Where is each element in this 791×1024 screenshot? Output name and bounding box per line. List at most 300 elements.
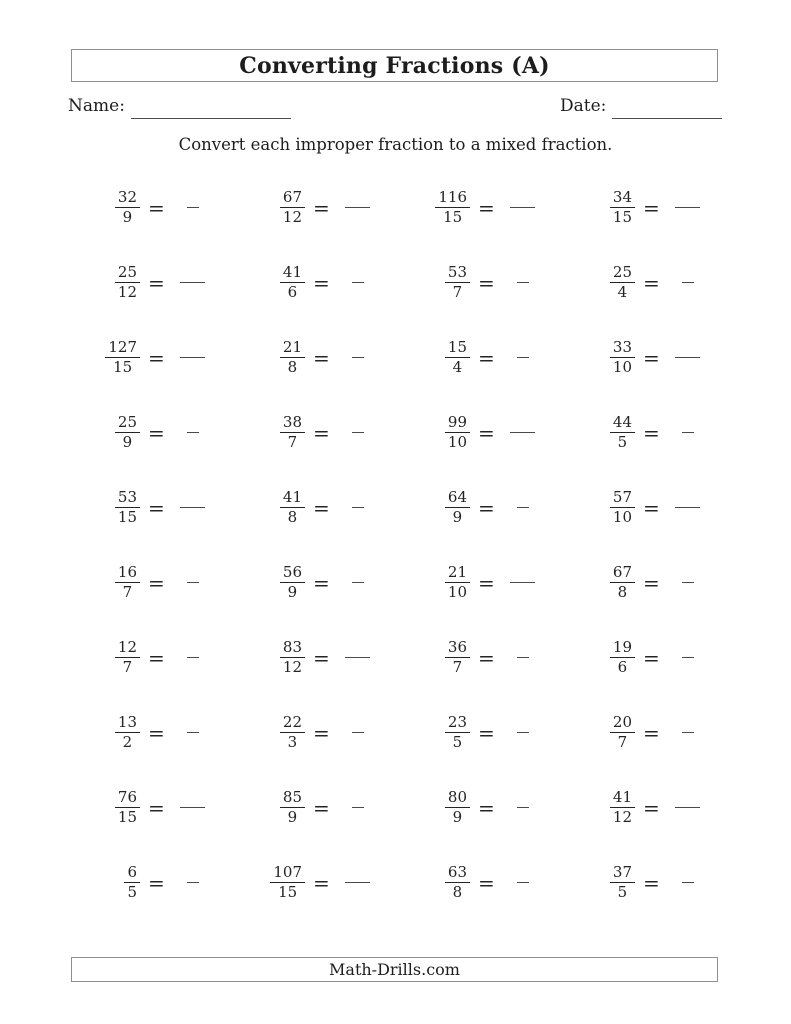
- improper-fraction: [445, 639, 470, 676]
- equals-sign: =: [478, 195, 495, 220]
- answer-blank-line: [682, 732, 694, 733]
- name-field-group: [68, 95, 291, 119]
- problem: [580, 695, 745, 770]
- fraction-denominator: 9: [122, 208, 133, 226]
- problem: [415, 770, 580, 845]
- fraction-numerator: 99: [445, 414, 470, 433]
- equals-sign: =: [313, 345, 330, 370]
- fraction-slot: [85, 189, 140, 226]
- problem: [415, 320, 580, 395]
- fraction-denominator: 15: [443, 208, 463, 226]
- problems-grid: [85, 170, 745, 920]
- improper-fraction: [610, 189, 635, 226]
- answer-blank-slot: [669, 732, 707, 733]
- fraction-slot: [85, 264, 140, 301]
- fraction-numerator: 12: [115, 639, 140, 658]
- equals-sign: =: [148, 420, 165, 445]
- fraction-slot: [580, 189, 635, 226]
- problem: [85, 245, 250, 320]
- fraction-denominator: 4: [452, 358, 463, 376]
- improper-fraction: [115, 189, 140, 226]
- fraction-numerator: 25: [115, 414, 140, 433]
- answer-blank-line: [675, 357, 700, 358]
- answer-blank-slot: [504, 882, 542, 883]
- improper-fraction: [115, 639, 140, 676]
- improper-fraction: [105, 339, 140, 376]
- fraction-slot: [85, 564, 140, 601]
- answer-blank-line: [352, 732, 364, 733]
- fraction-denominator: 9: [122, 433, 133, 451]
- fraction-slot: [580, 264, 635, 301]
- answer-blank-slot: [339, 732, 377, 733]
- problem: [415, 470, 580, 545]
- fraction-denominator: 4: [617, 283, 628, 301]
- answer-blank-slot: [339, 357, 377, 358]
- equals-sign: =: [643, 195, 660, 220]
- answer-blank-line: [345, 657, 370, 658]
- fraction-slot: [580, 639, 635, 676]
- fraction-slot: [415, 339, 470, 376]
- problem: [250, 545, 415, 620]
- equals-sign: =: [643, 345, 660, 370]
- equals-sign: =: [313, 870, 330, 895]
- improper-fraction: [610, 789, 635, 826]
- answer-blank-slot: [504, 582, 542, 583]
- problem: [85, 545, 250, 620]
- improper-fraction: [445, 264, 470, 301]
- answer-blank-slot: [669, 282, 707, 283]
- problem: [415, 245, 580, 320]
- answer-blank-line: [675, 807, 700, 808]
- fraction-denominator: 2: [122, 733, 133, 751]
- problem: [85, 170, 250, 245]
- problem: [415, 395, 580, 470]
- equals-sign: =: [643, 645, 660, 670]
- improper-fraction: [280, 489, 305, 526]
- fraction-numerator: 116: [435, 189, 470, 208]
- footer-box: [71, 957, 718, 982]
- improper-fraction: [610, 489, 635, 526]
- equals-sign: =: [148, 570, 165, 595]
- answer-blank-slot: [669, 207, 707, 208]
- fraction-denominator: 12: [282, 658, 302, 676]
- fraction-numerator: 41: [280, 264, 305, 283]
- fraction-numerator: 53: [445, 264, 470, 283]
- fraction-denominator: 7: [122, 583, 133, 601]
- fraction-slot: [250, 639, 305, 676]
- fraction-numerator: 33: [610, 339, 635, 358]
- fraction-denominator: 12: [117, 283, 137, 301]
- answer-blank-line: [180, 507, 205, 508]
- fraction-numerator: 37: [610, 864, 635, 883]
- fraction-numerator: 56: [280, 564, 305, 583]
- fraction-slot: [250, 864, 305, 901]
- date-label: Date:: [560, 96, 607, 116]
- fraction-denominator: 10: [447, 433, 467, 451]
- answer-blank-line: [352, 507, 364, 508]
- fraction-denominator: 7: [452, 658, 463, 676]
- fraction-denominator: 9: [452, 508, 463, 526]
- fraction-denominator: 5: [127, 883, 137, 901]
- answer-blank-slot: [339, 432, 377, 433]
- improper-fraction: [115, 414, 140, 451]
- improper-fraction: [435, 189, 470, 226]
- problem: [580, 170, 745, 245]
- equals-sign: =: [313, 195, 330, 220]
- problem: [580, 845, 745, 920]
- fraction-denominator: 15: [278, 883, 298, 901]
- problem: [415, 695, 580, 770]
- fraction-numerator: 83: [280, 639, 305, 658]
- problem: [580, 320, 745, 395]
- equals-sign: =: [148, 870, 165, 895]
- fraction-slot: [250, 264, 305, 301]
- improper-fraction: [124, 864, 140, 901]
- fraction-denominator: 9: [452, 808, 463, 826]
- equals-sign: =: [148, 645, 165, 670]
- improper-fraction: [280, 189, 305, 226]
- fraction-denominator: 7: [287, 433, 298, 451]
- improper-fraction: [280, 339, 305, 376]
- equals-sign: =: [643, 795, 660, 820]
- fraction-denominator: 7: [452, 283, 463, 301]
- answer-blank-slot: [174, 282, 212, 283]
- fraction-slot: [580, 414, 635, 451]
- fraction-denominator: 8: [287, 358, 298, 376]
- answer-blank-slot: [174, 432, 212, 433]
- equals-sign: =: [148, 195, 165, 220]
- fraction-numerator: 41: [610, 789, 635, 808]
- answer-blank-slot: [669, 882, 707, 883]
- problem: [250, 170, 415, 245]
- fraction-denominator: 15: [113, 358, 133, 376]
- answer-blank-slot: [504, 432, 542, 433]
- improper-fraction: [115, 714, 140, 751]
- equals-sign: =: [148, 720, 165, 745]
- answer-blank-line: [187, 582, 199, 583]
- improper-fraction: [115, 489, 140, 526]
- answer-blank-line: [517, 282, 529, 283]
- fraction-slot: [250, 189, 305, 226]
- fraction-denominator: 10: [447, 583, 467, 601]
- problem: [580, 545, 745, 620]
- improper-fraction: [445, 564, 470, 601]
- answer-blank-slot: [504, 807, 542, 808]
- answer-blank-line: [682, 432, 694, 433]
- fraction-slot: [580, 489, 635, 526]
- answer-blank-line: [187, 882, 199, 883]
- equals-sign: =: [478, 495, 495, 520]
- fraction-numerator: 53: [115, 489, 140, 508]
- equals-sign: =: [478, 720, 495, 745]
- fraction-numerator: 32: [115, 189, 140, 208]
- improper-fraction: [610, 339, 635, 376]
- answer-blank-slot: [339, 207, 377, 208]
- fraction-numerator: 63: [445, 864, 470, 883]
- fraction-numerator: 16: [115, 564, 140, 583]
- name-label: Name:: [68, 96, 125, 116]
- answer-blank-slot: [669, 657, 707, 658]
- fraction-slot: [415, 864, 470, 901]
- answer-blank-line: [517, 507, 529, 508]
- fraction-slot: [580, 339, 635, 376]
- equals-sign: =: [313, 645, 330, 670]
- fraction-denominator: 7: [122, 658, 133, 676]
- equals-sign: =: [478, 345, 495, 370]
- title-box: [71, 49, 718, 82]
- fraction-numerator: 76: [115, 789, 140, 808]
- answer-blank-slot: [339, 507, 377, 508]
- equals-sign: =: [643, 570, 660, 595]
- fraction-numerator: 57: [610, 489, 635, 508]
- problem: [250, 620, 415, 695]
- problem: [85, 320, 250, 395]
- improper-fraction: [445, 714, 470, 751]
- equals-sign: =: [313, 270, 330, 295]
- problem: [250, 470, 415, 545]
- fraction-denominator: 15: [117, 508, 137, 526]
- improper-fraction: [115, 789, 140, 826]
- answer-blank-line: [682, 582, 694, 583]
- answer-blank-line: [517, 732, 529, 733]
- fraction-numerator: 6: [124, 864, 140, 883]
- answer-blank-slot: [504, 507, 542, 508]
- equals-sign: =: [313, 495, 330, 520]
- answer-blank-slot: [339, 882, 377, 883]
- answer-blank-line: [682, 282, 694, 283]
- problem: [250, 695, 415, 770]
- answer-blank-line: [345, 207, 370, 208]
- answer-blank-slot: [669, 357, 707, 358]
- answer-blank-slot: [504, 732, 542, 733]
- equals-sign: =: [148, 270, 165, 295]
- answer-blank-line: [352, 582, 364, 583]
- improper-fraction: [270, 864, 305, 901]
- fraction-numerator: 34: [610, 189, 635, 208]
- answer-blank-slot: [504, 282, 542, 283]
- improper-fraction: [280, 639, 305, 676]
- problem: [415, 545, 580, 620]
- improper-fraction: [610, 864, 635, 901]
- fraction-numerator: 67: [610, 564, 635, 583]
- problem: [580, 395, 745, 470]
- problem: [250, 770, 415, 845]
- improper-fraction: [280, 714, 305, 751]
- improper-fraction: [115, 564, 140, 601]
- name-blank-line: [131, 95, 291, 119]
- equals-sign: =: [313, 570, 330, 595]
- equals-sign: =: [643, 495, 660, 520]
- footer-site-name: Math-Drills.com: [329, 960, 460, 979]
- answer-blank-line: [675, 207, 700, 208]
- problem: [250, 845, 415, 920]
- fraction-denominator: 12: [282, 208, 302, 226]
- improper-fraction: [280, 264, 305, 301]
- fraction-slot: [580, 789, 635, 826]
- fraction-numerator: 20: [610, 714, 635, 733]
- fraction-numerator: 64: [445, 489, 470, 508]
- problem: [85, 395, 250, 470]
- fraction-slot: [415, 189, 470, 226]
- fraction-slot: [250, 564, 305, 601]
- equals-sign: =: [313, 720, 330, 745]
- fraction-numerator: 36: [445, 639, 470, 658]
- fraction-numerator: 38: [280, 414, 305, 433]
- equals-sign: =: [313, 795, 330, 820]
- fraction-numerator: 80: [445, 789, 470, 808]
- answer-blank-line: [682, 657, 694, 658]
- fraction-slot: [85, 639, 140, 676]
- improper-fraction: [610, 264, 635, 301]
- fraction-denominator: 15: [117, 808, 137, 826]
- answer-blank-line: [187, 432, 199, 433]
- answer-blank-slot: [669, 582, 707, 583]
- improper-fraction: [280, 414, 305, 451]
- equals-sign: =: [643, 270, 660, 295]
- fraction-numerator: 19: [610, 639, 635, 658]
- equals-sign: =: [643, 870, 660, 895]
- improper-fraction: [610, 414, 635, 451]
- answer-blank-slot: [669, 507, 707, 508]
- answer-blank-line: [180, 282, 205, 283]
- answer-blank-slot: [339, 807, 377, 808]
- answer-blank-line: [510, 207, 535, 208]
- problem: [250, 320, 415, 395]
- answer-blank-slot: [174, 807, 212, 808]
- improper-fraction: [445, 789, 470, 826]
- fraction-denominator: 8: [617, 583, 628, 601]
- problem: [580, 470, 745, 545]
- problem: [415, 845, 580, 920]
- problem: [85, 845, 250, 920]
- answer-blank-line: [517, 657, 529, 658]
- improper-fraction: [280, 789, 305, 826]
- equals-sign: =: [313, 420, 330, 445]
- problem: [250, 395, 415, 470]
- answer-blank-line: [352, 357, 364, 358]
- answer-blank-line: [510, 432, 535, 433]
- fraction-slot: [85, 714, 140, 751]
- fraction-numerator: 13: [115, 714, 140, 733]
- instruction-text: Convert each improper fraction to a mixed fraction.: [178, 135, 613, 154]
- answer-blank-slot: [339, 657, 377, 658]
- answer-blank-line: [352, 282, 364, 283]
- fraction-denominator: 12: [612, 808, 632, 826]
- equals-sign: =: [148, 345, 165, 370]
- equals-sign: =: [148, 495, 165, 520]
- problem: [85, 620, 250, 695]
- fraction-slot: [415, 564, 470, 601]
- answer-blank-slot: [504, 207, 542, 208]
- fraction-numerator: 23: [445, 714, 470, 733]
- fraction-denominator: 9: [287, 808, 298, 826]
- fraction-slot: [415, 639, 470, 676]
- improper-fraction: [115, 264, 140, 301]
- fraction-numerator: 21: [445, 564, 470, 583]
- fraction-slot: [415, 714, 470, 751]
- equals-sign: =: [478, 870, 495, 895]
- fraction-numerator: 41: [280, 489, 305, 508]
- fraction-slot: [415, 789, 470, 826]
- answer-blank-slot: [174, 882, 212, 883]
- fraction-slot: [250, 789, 305, 826]
- answer-blank-line: [345, 882, 370, 883]
- fraction-denominator: 5: [617, 883, 628, 901]
- answer-blank-line: [682, 882, 694, 883]
- improper-fraction: [610, 639, 635, 676]
- problem: [85, 770, 250, 845]
- fraction-denominator: 15: [612, 208, 632, 226]
- fraction-numerator: 25: [610, 264, 635, 283]
- fraction-slot: [250, 489, 305, 526]
- answer-blank-slot: [174, 507, 212, 508]
- answer-blank-line: [517, 807, 529, 808]
- answer-blank-line: [187, 732, 199, 733]
- fraction-denominator: 6: [287, 283, 298, 301]
- improper-fraction: [610, 564, 635, 601]
- fraction-denominator: 10: [612, 358, 632, 376]
- answer-blank-slot: [174, 657, 212, 658]
- fraction-numerator: 15: [445, 339, 470, 358]
- answer-blank-slot: [339, 282, 377, 283]
- fraction-denominator: 7: [617, 733, 628, 751]
- fraction-numerator: 67: [280, 189, 305, 208]
- fraction-numerator: 22: [280, 714, 305, 733]
- problem: [415, 170, 580, 245]
- answer-blank-line: [675, 507, 700, 508]
- improper-fraction: [445, 489, 470, 526]
- problem: [250, 245, 415, 320]
- answer-blank-slot: [174, 732, 212, 733]
- answer-blank-line: [187, 657, 199, 658]
- equals-sign: =: [478, 270, 495, 295]
- fraction-slot: [250, 714, 305, 751]
- fraction-slot: [85, 489, 140, 526]
- answer-blank-slot: [669, 807, 707, 808]
- answer-blank-line: [180, 807, 205, 808]
- fraction-numerator: 21: [280, 339, 305, 358]
- equals-sign: =: [478, 570, 495, 595]
- fraction-slot: [580, 714, 635, 751]
- fraction-slot: [580, 864, 635, 901]
- fraction-denominator: 10: [612, 508, 632, 526]
- page-title: Converting Fractions (A): [239, 52, 550, 79]
- fraction-denominator: 8: [452, 883, 463, 901]
- fraction-slot: [415, 264, 470, 301]
- fraction-slot: [415, 489, 470, 526]
- answer-blank-line: [517, 357, 529, 358]
- improper-fraction: [610, 714, 635, 751]
- answer-blank-line: [352, 432, 364, 433]
- answer-blank-slot: [504, 657, 542, 658]
- fraction-slot: [415, 414, 470, 451]
- answer-blank-line: [510, 582, 535, 583]
- fraction-denominator: 9: [287, 583, 298, 601]
- fraction-numerator: 44: [610, 414, 635, 433]
- answer-blank-line: [352, 807, 364, 808]
- answer-blank-line: [180, 357, 205, 358]
- answer-blank-slot: [174, 357, 212, 358]
- fraction-slot: [85, 414, 140, 451]
- equals-sign: =: [478, 795, 495, 820]
- fraction-denominator: 5: [617, 433, 628, 451]
- fraction-numerator: 85: [280, 789, 305, 808]
- fraction-slot: [250, 414, 305, 451]
- improper-fraction: [445, 864, 470, 901]
- problem: [85, 695, 250, 770]
- answer-blank-slot: [504, 357, 542, 358]
- fraction-numerator: 127: [105, 339, 140, 358]
